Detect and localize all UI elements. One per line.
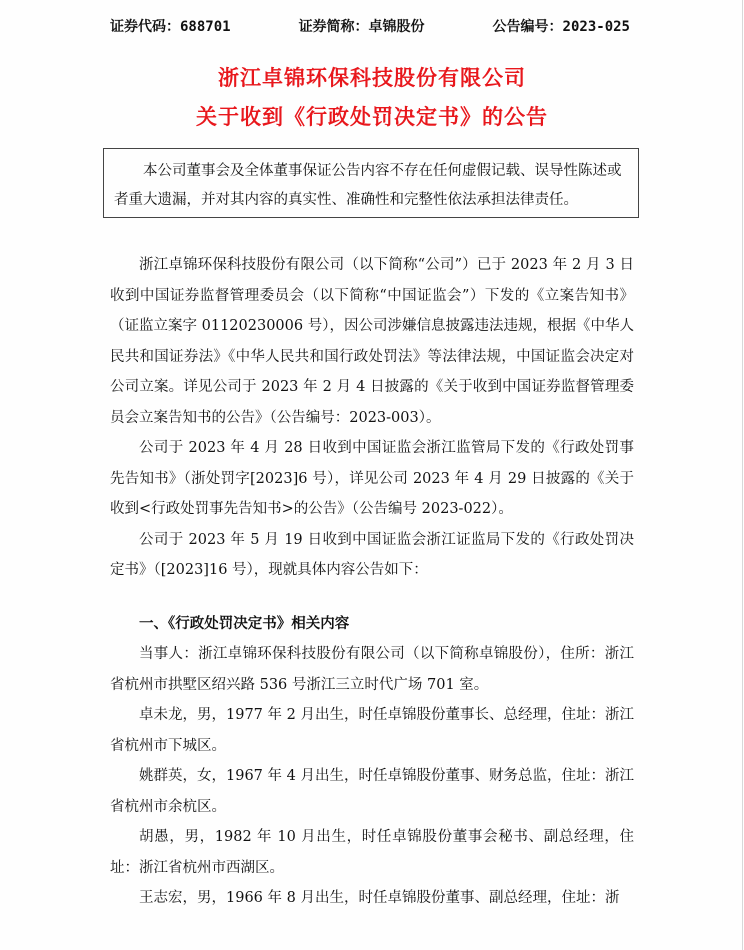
paragraph-prior-notice: 公司于 2023 年 4 月 28 日收到中国证监会浙江监管局下发的《行政处罚事先告知书》（浙处罚字[2023]6 号），详见公司 2023 年 4 月 29 日披露的《关于收到<行政处罚事先告知书>的公告》（公告编号 2023-022）。: [110, 440, 634, 517]
party-company: 当事人：浙江卓锦环保科技股份有限公司（以下简称卓锦股份），住所：浙江省杭州市拱墅区绍兴路 536 号浙江三立时代广场 701 室。: [110, 646, 634, 693]
disclaimer-text: 本公司董事会及全体董事保证公告内容不存在任何虚假记载、误导性陈述或者重大遗漏，并对其内容的真实性、准确性和完整性依法承担法律责任。: [114, 163, 622, 208]
section-heading: 一、《行政处罚决定书》相关内容: [139, 615, 350, 632]
party-person: 姚群英，女，1967 年 4 月出生，时任卓锦股份董事、财务总监，住址：浙江省杭州市余杭区。: [110, 768, 634, 815]
party-person: 卓未龙，男，1977 年 2 月出生，时任卓锦股份董事长、总经理，住址：浙江省杭州市下城区。: [110, 707, 634, 754]
announcement-number: 公告编号：2023-025: [492, 19, 630, 35]
disclaimer-box: [103, 148, 639, 218]
party-person: 王志宏，男，1966 年 8 月出生，时任卓锦股份董事、副总经理，住址：浙: [139, 890, 620, 906]
company-title: 浙江卓锦环保科技股份有限公司: [218, 66, 526, 90]
paragraph-filing: 浙江卓锦环保科技股份有限公司（以下简称“公司”）已于 2023 年 2 月 3 日收到中国证券监督管理委员会（以下简称“中国证监会”）下发的《立案告知书》（证监立案字 01120230006 号），因公司涉嫌信息披露违法违规，根据《中华人民共和国证券法》《中华人民共和国行政处罚法》等法律法规，中国证监会决定对公司立案。详见公司于 2023 年 2 月 4 日披露的《关于收到中国证券监督管理委员会立案告知书的公告》（公告编号：2023-003）。: [110, 257, 634, 426]
paragraph-decision: 公司于 2023 年 5 月 19 日收到中国证监会浙江证监局下发的《行政处罚决定书》（[2023]16 号），现就具体内容公告如下：: [110, 531, 634, 578]
party-person: 胡愚，男，1982 年 10 月出生，时任卓锦股份董事会秘书、副总经理，住址：浙江省杭州市西湖区。: [110, 829, 634, 876]
stock-name: 证券简称：卓锦股份: [298, 19, 425, 35]
announcement-body: [110, 250, 634, 914]
document-header: [110, 16, 630, 36]
page-edge: [742, 0, 743, 950]
stock-code: 证券代码：688701: [110, 19, 231, 35]
announcement-title: 关于收到《行政处罚决定书》的公告: [196, 105, 548, 129]
